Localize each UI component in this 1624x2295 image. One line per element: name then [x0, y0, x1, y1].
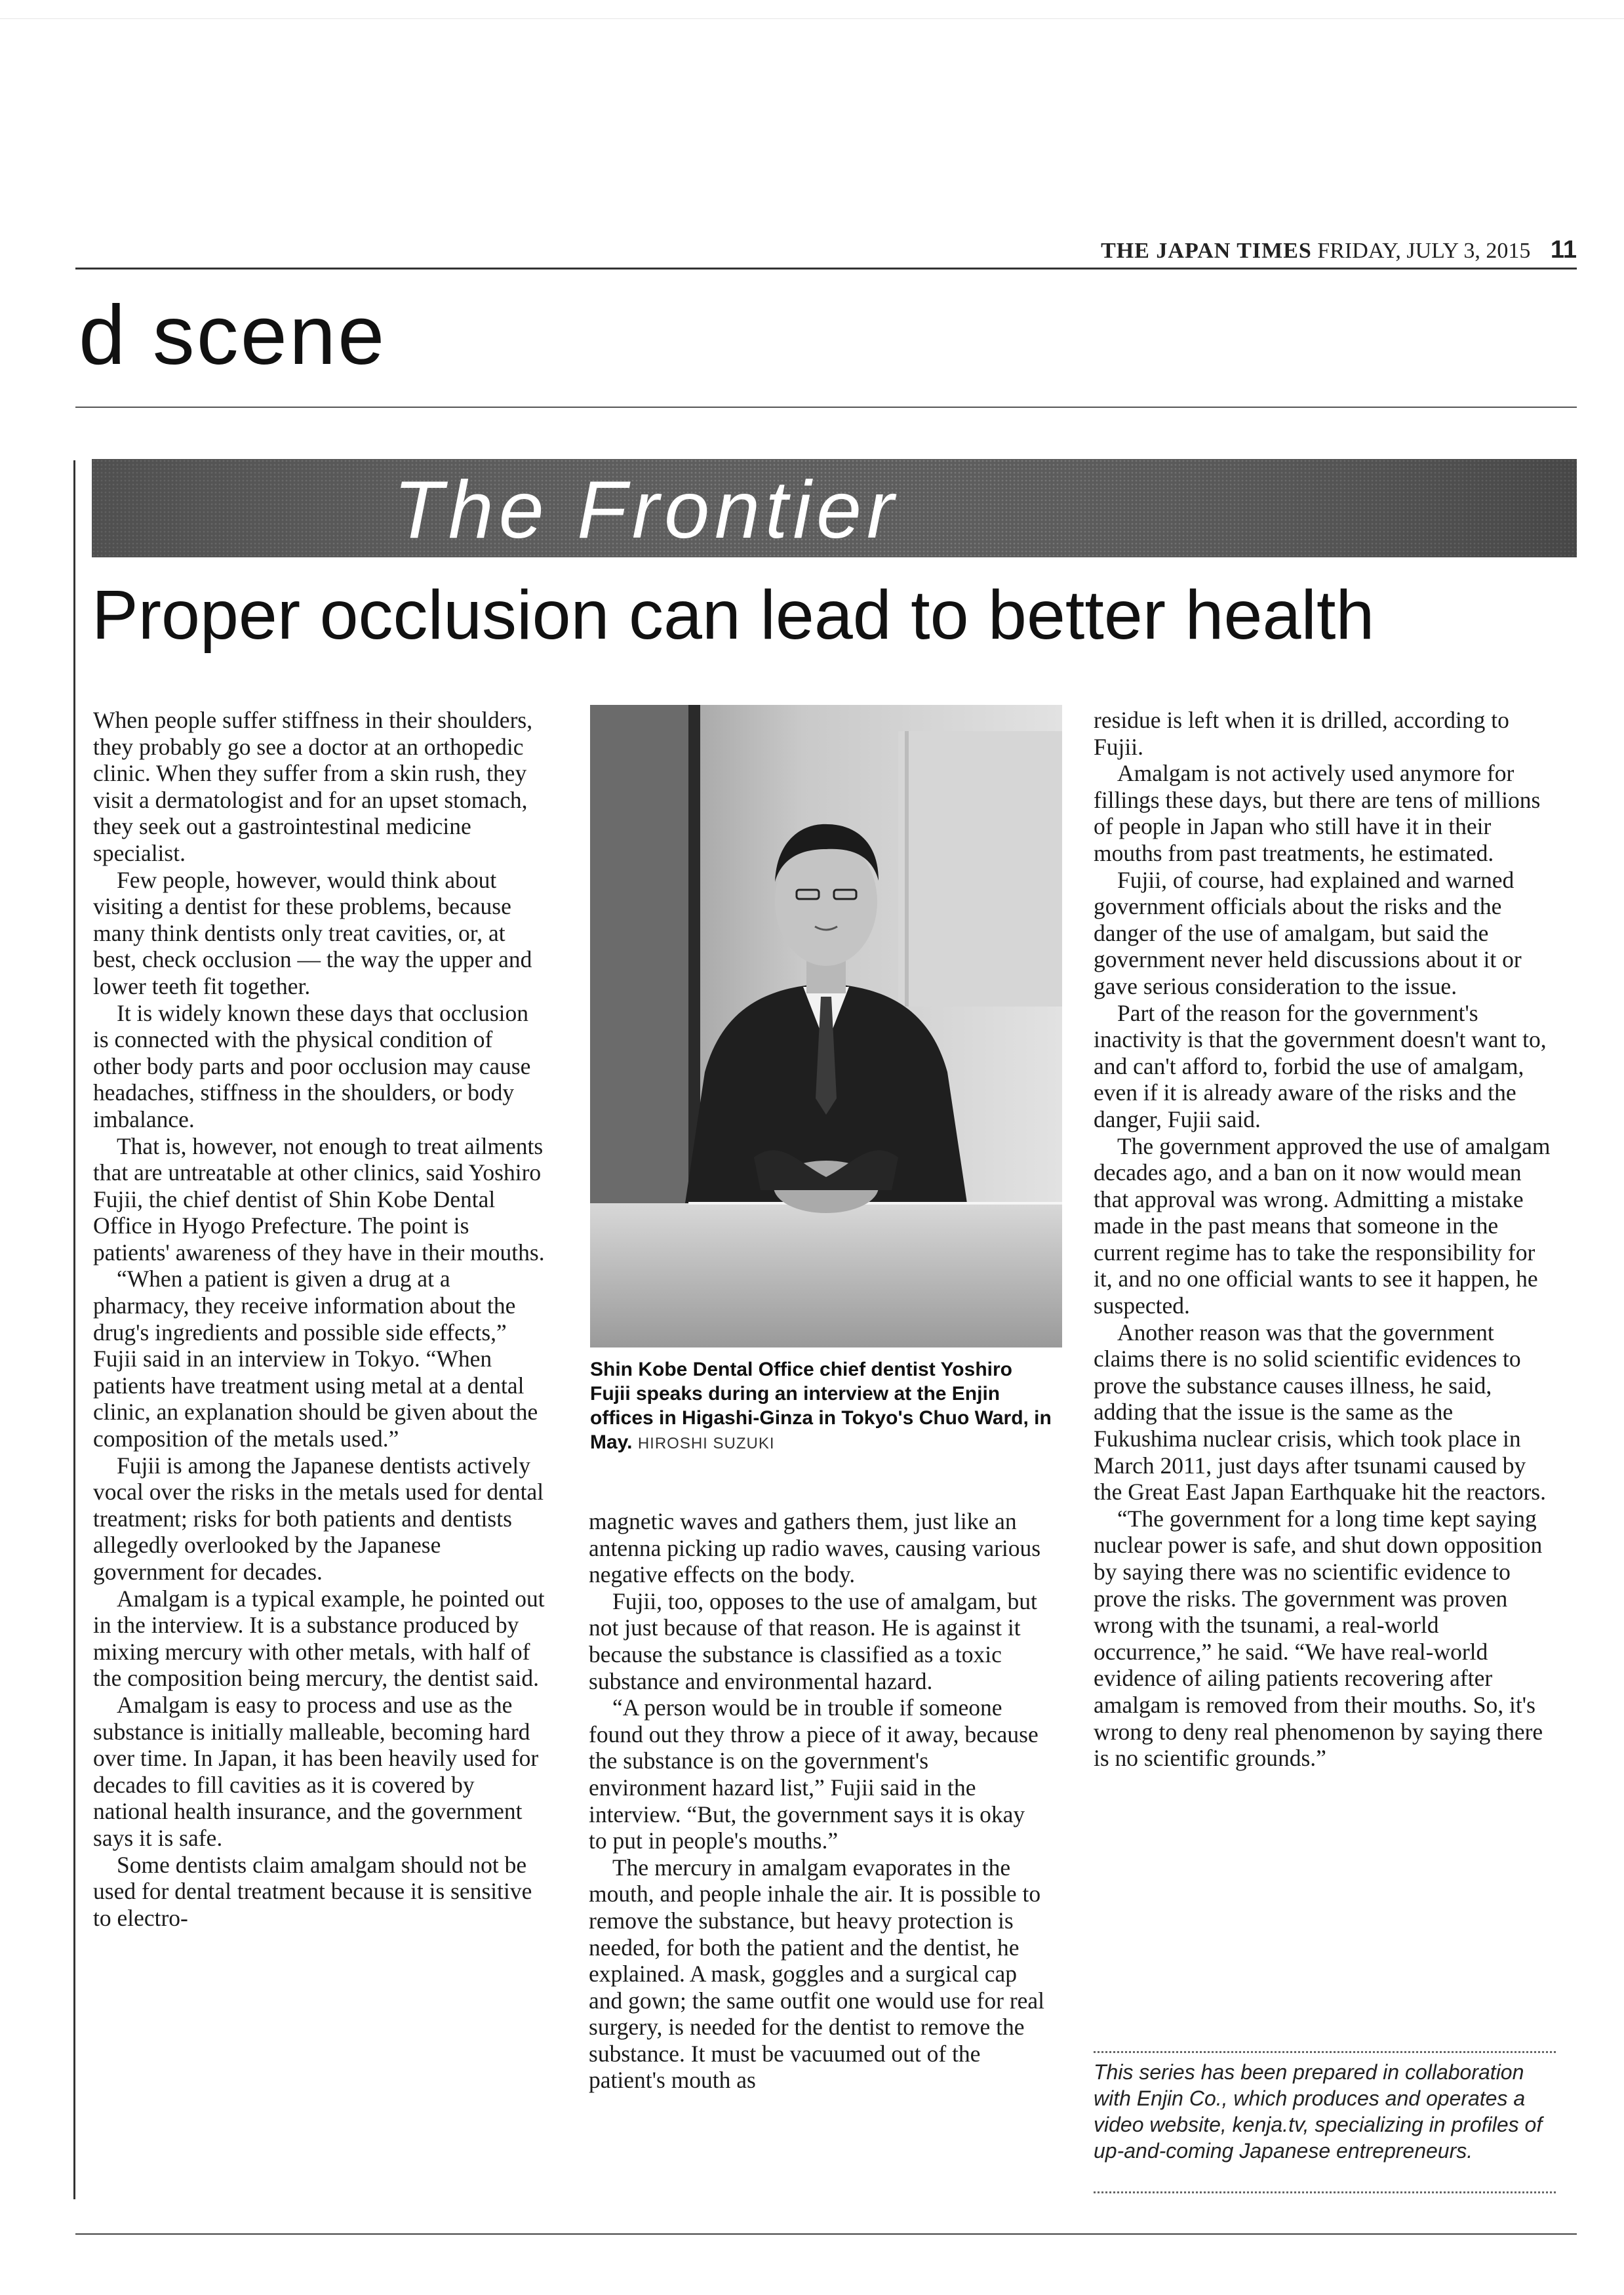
footnote-bottom-rule — [1094, 2191, 1556, 2193]
section-title: d scene — [79, 289, 387, 382]
caption-text: Shin Kobe Dental Office chief dentist Yoshiro Fujii speaks during an interview at the Enjin offices in Higashi-Ginza in Tokyo's Chuo Ward, in May. — [590, 1359, 1052, 1453]
masthead — [918, 236, 1577, 264]
banner-title: The Frontier — [393, 465, 900, 555]
paragraph: Fujii, too, opposes to the use of amalgam, but not just because of that reason. He is against it because the substance is classified as a toxic substance and environmental hazard. — [589, 1587, 1037, 1694]
paragraph: “A person would be in trouble if someone found out they throw a piece of it away, because the substance is on the government's environment hazard list,” Fujii said in the interview. “But, the government says it is okay to put in people's mouths.” — [589, 1694, 1039, 1854]
paragraph: That is, however, not enough to treat ailments that are untreatable at other clinics, said Yoshiro Fujii, the chief dentist of Shin Kobe Dental Office in Hyogo Prefecture. The point is patients' awareness of they have in their mouths. — [93, 1132, 545, 1266]
section-rule — [75, 407, 1577, 408]
page-bottom-rule — [75, 2233, 1577, 2235]
paragraph: Few people, however, would think about visiting a dentist for these problems, because many think dentists only treat cavities, or, at best, check occlusion — the way the upper and lower teeth fit together. — [93, 866, 532, 999]
paragraph: It is widely known these days that occlusion is connected with the physical condition of other body parts and poor occlusion may cause headaches, stiffness in the shoulders, or body imbalance. — [93, 999, 531, 1132]
portrait-photo — [590, 705, 1062, 1347]
paragraph: Another reason was that the government claims there is no solid scientific evidences to prove the substance causes illness, he said, adding that the issue is the same as the Fukushima nuclear crisis, which took place in March 2011, just days after tsunami caused by the Great East Japan Earthquake hit the reactors. — [1094, 1319, 1546, 1506]
paragraph: Fujii is among the Japanese dentists actively vocal over the risks in the metals used for dental treatment; risks for both patients and dentists allegedly overlooked by the Japanese government for decades. — [93, 1452, 544, 1585]
paragraph: Part of the reason for the government's inactivity is that the government doesn't want to, and can't afford to, forbid the use of amalgam, even if it is already aware of the risks and the danger, Fujii said. — [1094, 999, 1547, 1132]
paragraph: Fujii, of course, had explained and warned government officials about the risks and the danger of the use of amalgam, but said the government never held discussions about it or gave serious consideration to the issue. — [1094, 866, 1522, 999]
series-footnote: This series has been prepared in collaboration with Enjin Co., which produces and operates a video website, kenja.tv, specializing in profiles of up-and-coming Japanese entrepreneurs. — [1094, 2060, 1543, 2163]
paragraph: “When a patient is given a drug at a pharmacy, they receive information about the drug's ingredients and possible side effects,” Fujii said in an interview in Tokyo. “When patients have treatment using metal at a dental clinic, an explanation should be given about the composition of the metals used.” — [93, 1266, 538, 1452]
paragraph: Amalgam is a typical example, he pointed out in the interview. It is a substance produced by mixing mercury with other metals, with half of the composition being mercury, the dentist said. — [93, 1585, 545, 1692]
paragraph: “The government for a long time kept saying nuclear power is safe, and shut down opposition by saying there was no scientific evidence to prove the risks. The government was proven wrong with the tsunami, a real-world occurrence,” he said. “We have real-world evidence of ailing patients recovering after amalgam is removed from their mouths. So, it's wrong to deny real phenomenon by saying there is no scientific grounds.” — [1094, 1505, 1543, 1772]
paragraph: When people suffer stiffness in their shoulders, they probably go see a doctor at an orthopedic clinic. When they suffer from a skin rush, they visit a dermatologist and for an upset stomach, they seek out a gastrointestinal medicine specialist. — [93, 707, 533, 866]
scan-edge-line — [0, 18, 1624, 19]
paragraph: Some dentists claim amalgam should not be used for dental treatment because it is sensitive to electro- — [93, 1851, 532, 1931]
issue-date: FRIDAY, JULY 3, 2015 — [1317, 239, 1531, 263]
paragraph: magnetic waves and gathers them, just like an antenna picking up radio waves, causing various negative effects on the body. — [589, 1508, 1041, 1588]
portrait-illustration — [590, 705, 1062, 1347]
page-number: 11 — [1550, 236, 1577, 264]
headline: Proper occlusion can lead to better health — [92, 576, 1375, 654]
article-column-3 — [1094, 707, 1556, 2048]
paragraph: The mercury in amalgam evaporates in the mouth, and people inhale the air. It is possible to remove the substance, but heavy protection is needed, for both the patient and the dentist, he explained. A mask, goggles and a surgical cap and gown; the same outfit one would use for real surgery, is needed for the dentist to remove the substance. It must be vacuumed out of the patient's mouth as — [589, 1854, 1045, 2094]
newspaper-name: THE JAPAN TIMES — [1101, 239, 1312, 263]
paragraph: residue is left when it is drilled, according to Fujii. — [1094, 707, 1509, 760]
photo-credit: HIROSHI SUZUKI — [637, 1435, 775, 1452]
paragraph: The government approved the use of amalgam decades ago, and a ban on it now would mean that approval was wrong. Admitting a mistake made in the past means that someone in the current regime has to take the responsibility for it, and no one official wants to see it happen, he suspected. — [1094, 1132, 1551, 1319]
article-column-1 — [93, 707, 545, 2189]
paragraph: Amalgam is easy to process and use as the substance is initially malleable, becoming hard over time. In Japan, it has been heavily used for decades to fill cavities as it is covered by national health insurance, and the government says it is safe. — [93, 1691, 539, 1851]
footnote-top-rule — [1094, 2051, 1556, 2053]
article-column-2 — [589, 1508, 1048, 2197]
masthead-rule — [75, 268, 1577, 269]
paragraph: Amalgam is not actively used anymore for fillings these days, but there are tens of millions of people in Japan who still have it in their mouths from past treatments, he estimated. — [1094, 760, 1541, 866]
article-left-rule — [73, 460, 75, 2199]
photo-caption — [590, 1357, 1052, 1456]
